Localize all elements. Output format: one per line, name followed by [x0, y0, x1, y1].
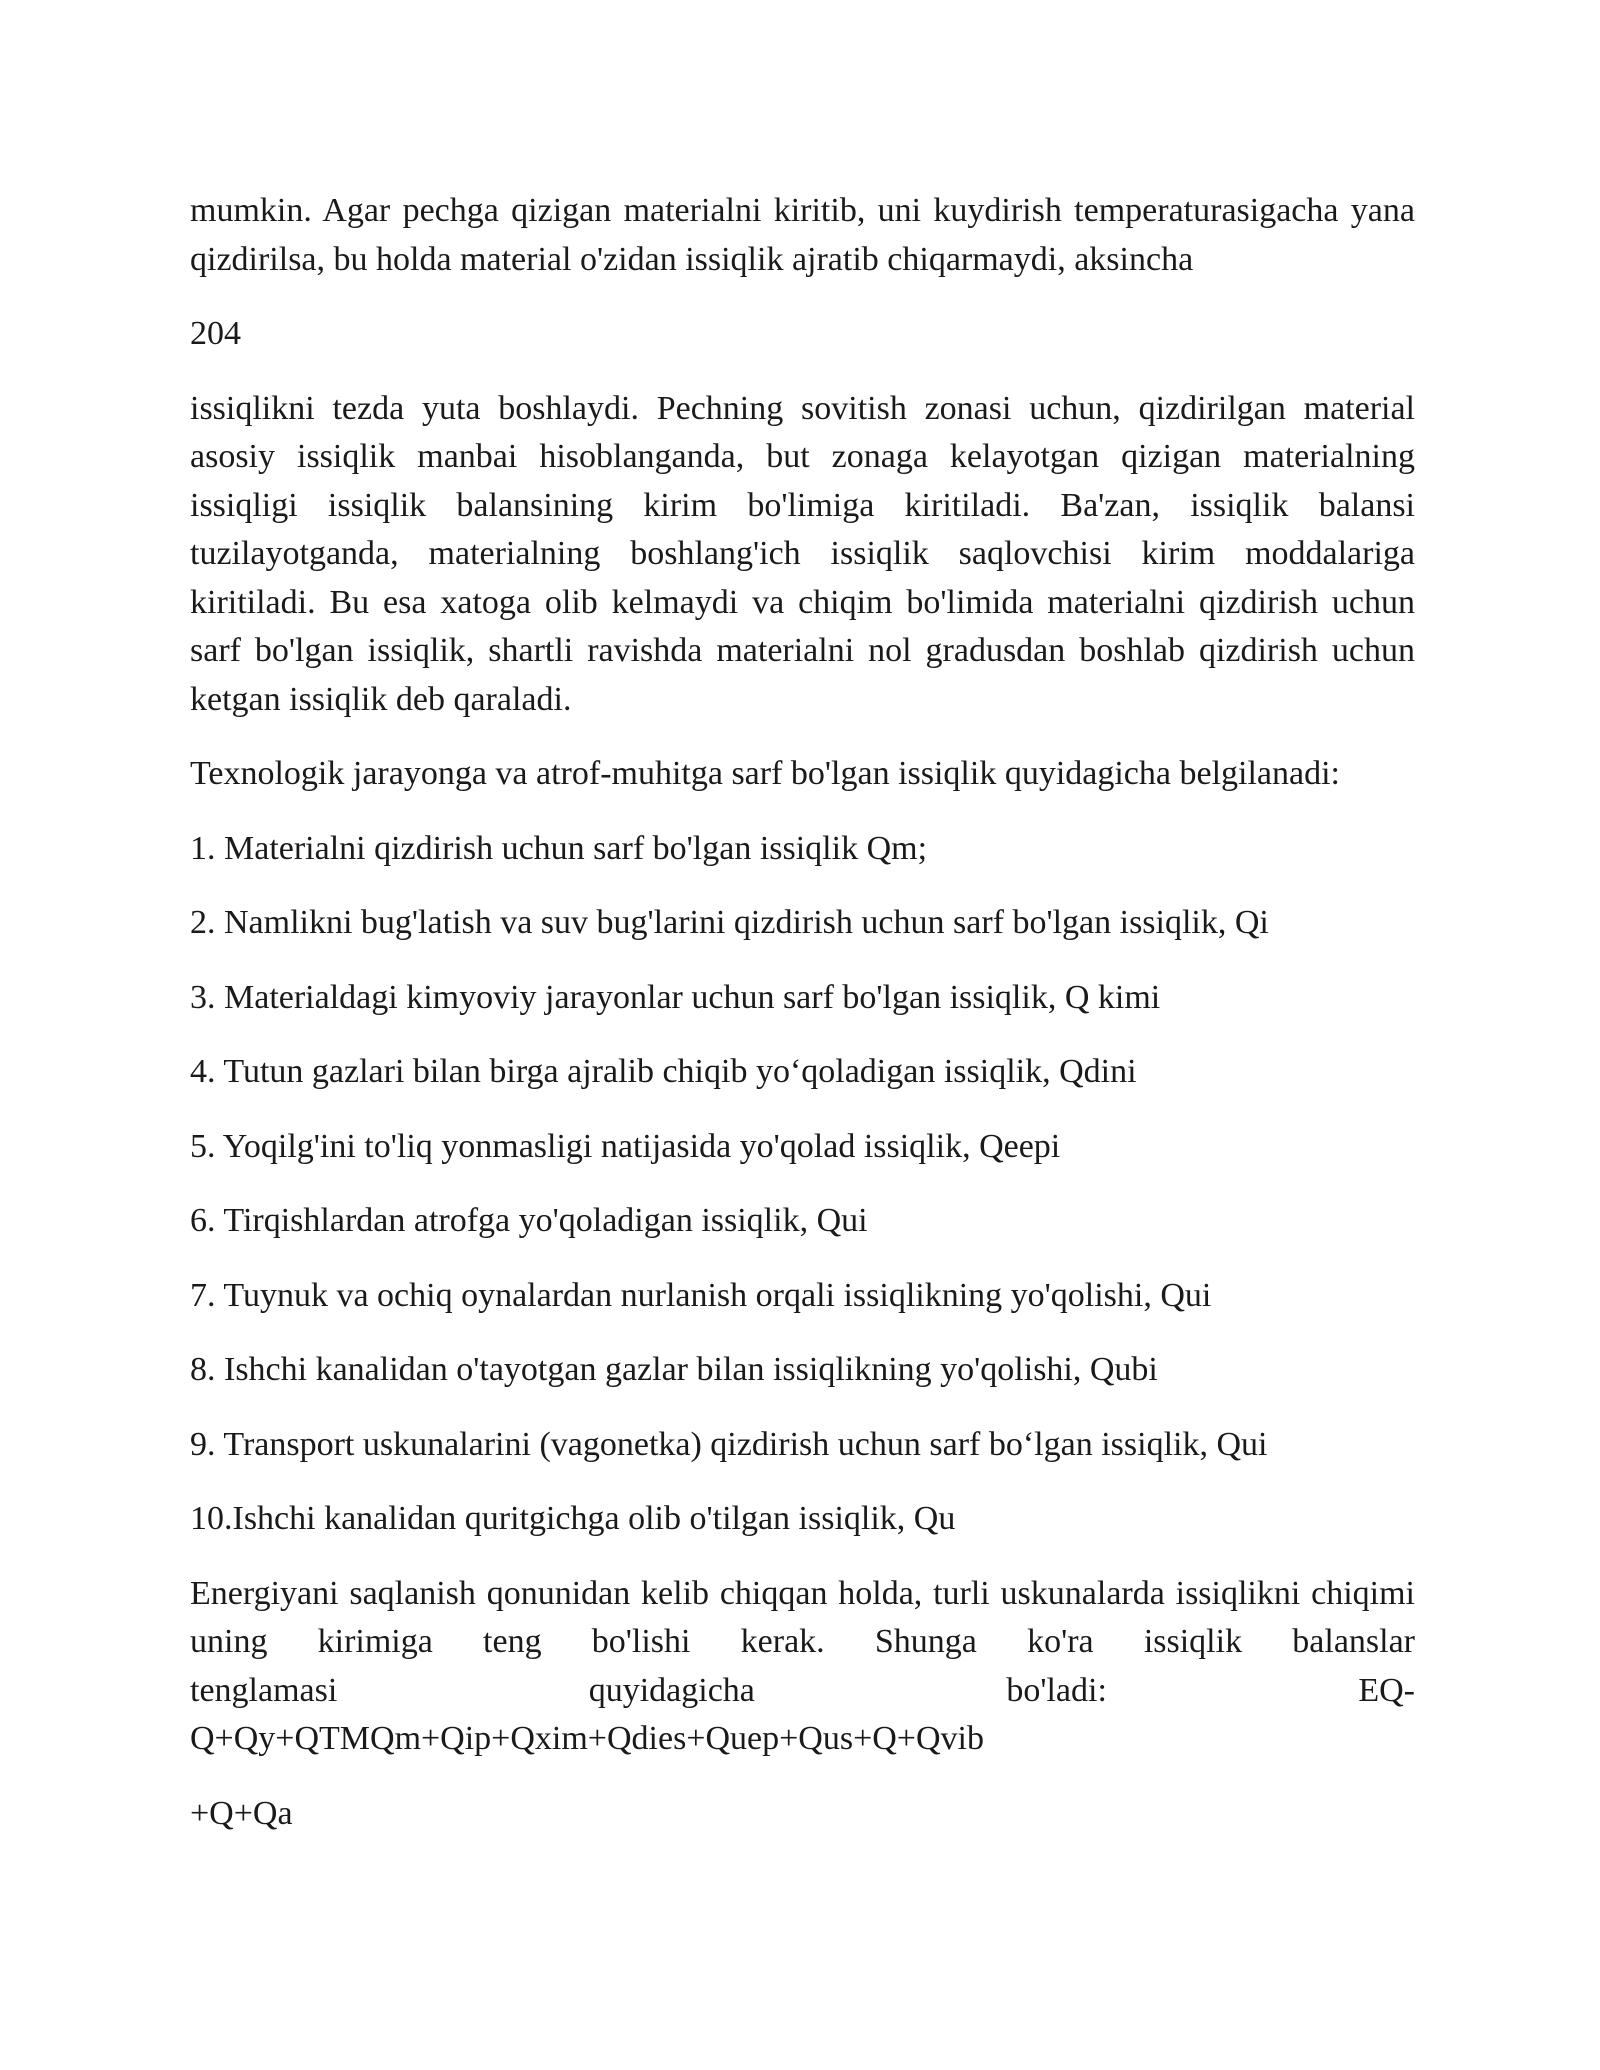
equation-line-2: +Q+Qa	[190, 1794, 293, 1832]
page-number: 204	[190, 315, 241, 352]
list-item: 10.Ishchi kanalidan quritgichga olib o'tilgan issiqlik, Qu	[190, 1500, 956, 1537]
balance-section	[190, 1570, 1415, 1764]
list-item: 9. Transport uskunalarini (vagonetka) qizdirish uchun sarf bo‘lgan issiqlik, Qui	[190, 1425, 1268, 1463]
list-item: 1. Materialni qizdirish uchun sarf bo'lgan issiqlik Qm;	[190, 829, 928, 867]
list-item: 4. Tutun gazlari bilan birga ajralib chiqib yo‘qoladigan issiqlik, Qdini	[190, 1053, 1137, 1090]
list-item: 3. Materialdagi kimyoviy jarayonlar uchun sarf bo'lgan issiqlik, Q kimi	[190, 978, 1161, 1016]
equation-line-1: Q+Qy+QTMQm+Qip+Qxim+Qdies+Quep+Qus+Q+Qvib	[190, 1720, 984, 1757]
main-paragraph: issiqlikni tezda yuta boshlaydi. Pechning sovitish zonasi uchun, qizdirilgan material asosiy issiqlik manbai hisoblanganda, but zonaga kelayotgan qizigan materialning issiqligi issiqlik balansining kirim bo'limiga kiritiladi. Ba'zan, issiqlik balansi tuzilayotganda, materialning boshlang'ich issiqlik saqlovchisi kirim moddalariga kiritiladi. Bu esa xatoga olib kelmaydi va chiqim bo'limida materialni qizdirish uchun sarf bo'lgan issiqlik, shartli ravishda materialni nol gradusdan boshlab qizdirish uchun ketgan issiqlik deb qaraladi.	[190, 389, 1415, 718]
document-page	[190, 187, 1415, 1838]
balance-word: tenglamasi	[190, 1671, 338, 1709]
heat-loss-list	[190, 825, 1415, 1544]
balance-spread-line	[190, 1667, 1415, 1716]
intro-paragraph: mumkin. Agar pechga qizigan materialni kiritib, uni kuydirish temperaturasigacha yana qizdirilsa, bu holda material o'zidan issiqlik ajratib chiqarmaydi, aksincha	[190, 192, 1415, 278]
balance-paragraph: Energiyani saqlanish qonunidan kelib chiqqan holda, turli uskunalarda issiqlikni chiqimi uning kirimiga teng bo'lishi kerak. Shunga ko'ra issiqlik balanslar	[190, 1574, 1415, 1660]
list-item: 2. Namlikni bug'latish va suv bug'larini qizdirish uchun sarf bo'lgan issiqlik, Qi	[190, 904, 1269, 941]
balance-word: quyidagicha	[588, 1671, 755, 1709]
list-item: 6. Tirqishlardan atrofga yo'qoladigan issiqlik, Qui	[190, 1202, 868, 1239]
list-item: 7. Tuynuk va ochiq oynalardan nurlanish orqali issiqlikning yo'qolishi, Qui	[190, 1276, 1212, 1314]
list-item: 8. Ishchi kanalidan o'tayotgan gazlar bilan issiqlikning yo'qolishi, Qubi	[190, 1351, 1158, 1388]
balance-word: EQ-	[1358, 1671, 1415, 1709]
balance-word: bo'ladi:	[1006, 1671, 1107, 1709]
list-item: 5. Yoqilg'ini to'liq yonmasligi natijasida yo'qolad issiqlik, Qeepi	[190, 1127, 1061, 1165]
list-intro-paragraph: Texnologik jarayonga va atrof-muhitga sarf bo'lgan issiqlik quyidagicha belgilanadi:	[190, 755, 1340, 792]
